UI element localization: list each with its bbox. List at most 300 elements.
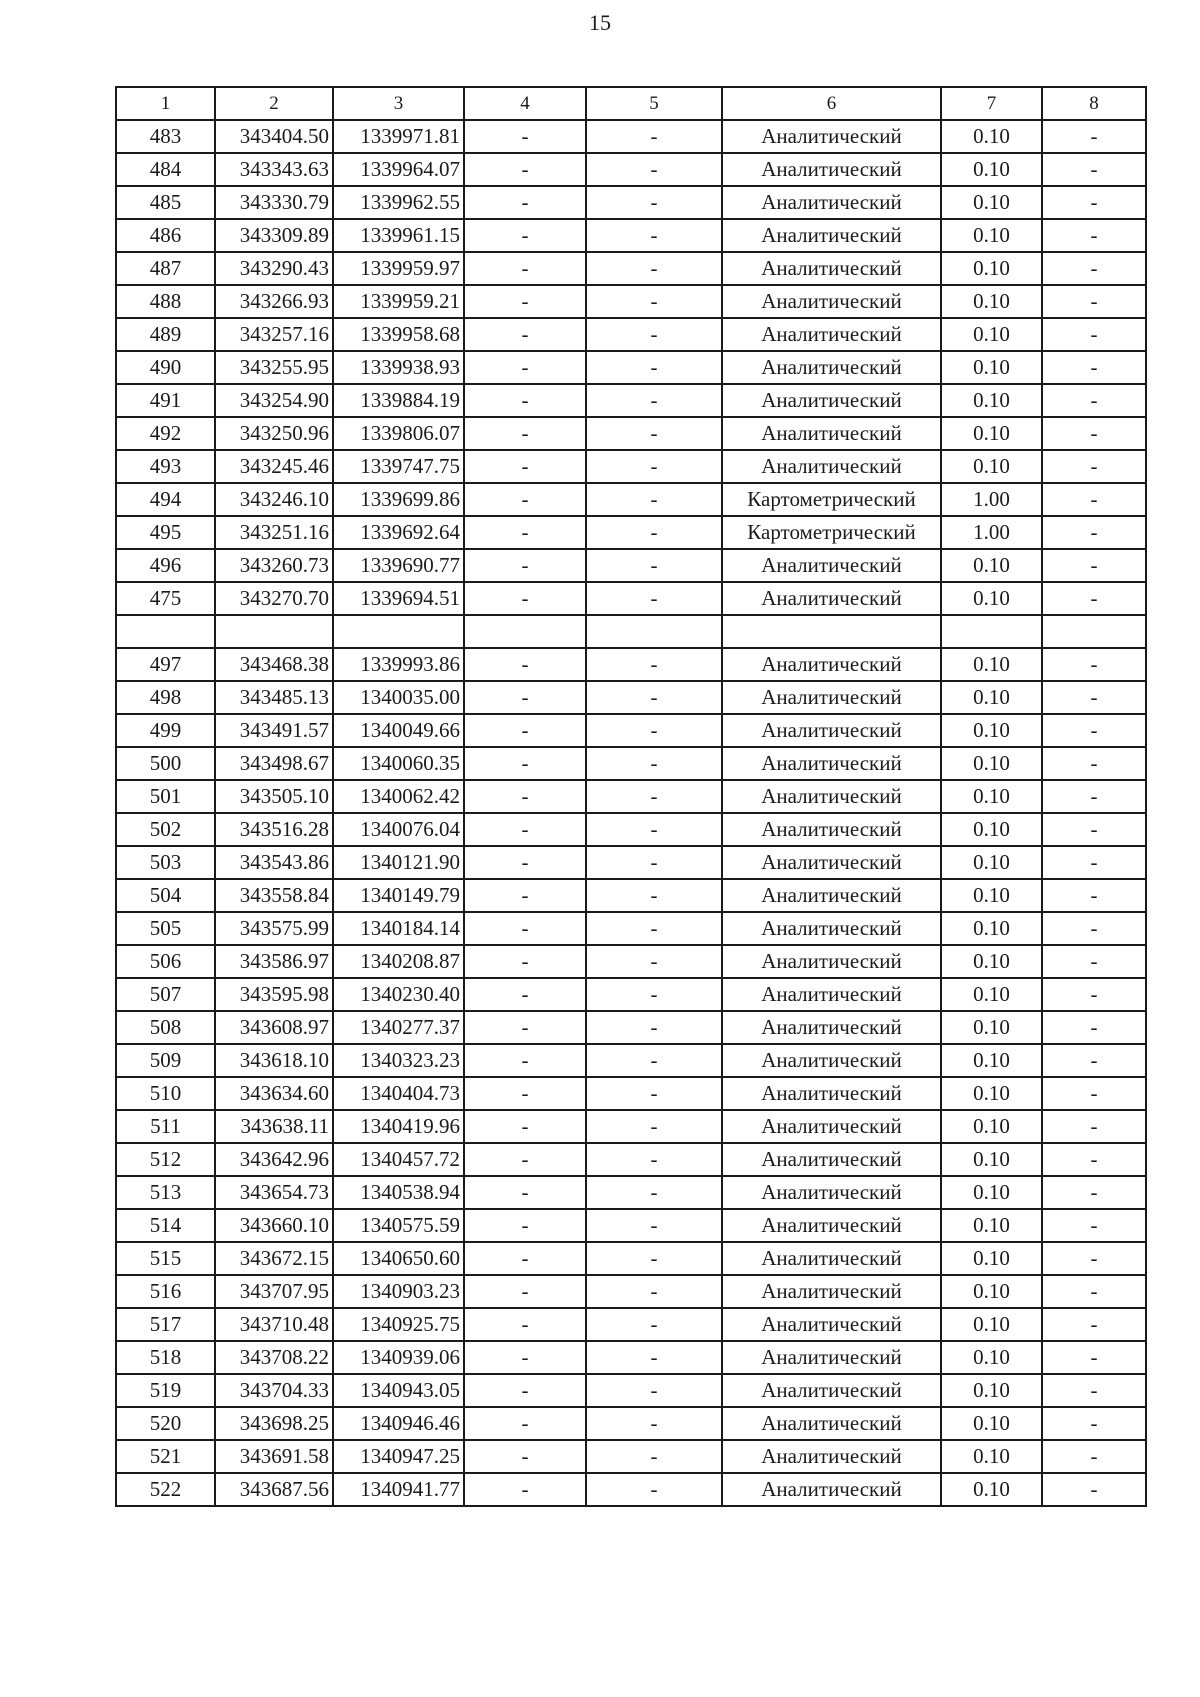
column-header: 2 <box>215 87 333 120</box>
table-cell: - <box>464 351 586 384</box>
table-cell: - <box>1042 417 1146 450</box>
table-row <box>116 285 1146 318</box>
table-cell: 343254.90 <box>215 384 333 417</box>
table-cell: - <box>464 648 586 681</box>
table-cell: - <box>1042 1407 1146 1440</box>
table-cell: 0.10 <box>941 1176 1042 1209</box>
table-cell: - <box>1042 1473 1146 1506</box>
table-cell: 490 <box>116 351 215 384</box>
table-cell <box>586 615 722 648</box>
table-cell: - <box>464 450 586 483</box>
table-cell: - <box>464 153 586 186</box>
table-cell: 0.10 <box>941 813 1042 846</box>
table-cell: 1340941.77 <box>333 1473 464 1506</box>
table-cell: - <box>586 1440 722 1473</box>
table-cell: 1340404.73 <box>333 1077 464 1110</box>
table-row <box>116 1209 1146 1242</box>
table-cell: - <box>1042 549 1146 582</box>
table-row <box>116 1440 1146 1473</box>
coordinates-table <box>115 86 1147 1507</box>
table-cell: 499 <box>116 714 215 747</box>
table-row <box>116 1044 1146 1077</box>
table-cell: Аналитический <box>722 648 941 681</box>
table-cell: - <box>1042 813 1146 846</box>
table-cell: 507 <box>116 978 215 1011</box>
table-cell: Аналитический <box>722 1374 941 1407</box>
table-cell: - <box>1042 186 1146 219</box>
table-cell: - <box>586 351 722 384</box>
table-cell: 343708.22 <box>215 1341 333 1374</box>
table-cell: 0.10 <box>941 978 1042 1011</box>
table-cell: 343710.48 <box>215 1308 333 1341</box>
table-cell: - <box>1042 351 1146 384</box>
table-cell: 343558.84 <box>215 879 333 912</box>
column-header: 5 <box>586 87 722 120</box>
table-cell: Аналитический <box>722 219 941 252</box>
table-row <box>116 1242 1146 1275</box>
table-cell: Картометрический <box>722 483 941 516</box>
table-cell: - <box>586 285 722 318</box>
table-cell: 343638.11 <box>215 1110 333 1143</box>
table-header-row <box>116 87 1146 120</box>
table-cell: 343608.97 <box>215 1011 333 1044</box>
table-cell: - <box>586 120 722 153</box>
table-cell: 0.10 <box>941 1143 1042 1176</box>
column-header: 8 <box>1042 87 1146 120</box>
table-row <box>116 714 1146 747</box>
table-cell: - <box>586 450 722 483</box>
table-cell: 343660.10 <box>215 1209 333 1242</box>
table-cell: Аналитический <box>722 1440 941 1473</box>
table-cell: - <box>464 1011 586 1044</box>
table-cell: 343245.46 <box>215 450 333 483</box>
table-cell: 0.10 <box>941 1407 1042 1440</box>
table-cell: - <box>586 648 722 681</box>
table-cell: Аналитический <box>722 1407 941 1440</box>
table-cell: 0.10 <box>941 582 1042 615</box>
table-cell: - <box>1042 879 1146 912</box>
table-cell: 0.10 <box>941 1011 1042 1044</box>
table-cell: 343491.57 <box>215 714 333 747</box>
table-row <box>116 978 1146 1011</box>
table-cell: 514 <box>116 1209 215 1242</box>
table-row <box>116 813 1146 846</box>
table-cell <box>941 615 1042 648</box>
table-cell: Аналитический <box>722 1176 941 1209</box>
table-cell: 0.10 <box>941 1374 1042 1407</box>
table-cell: - <box>464 879 586 912</box>
table-cell: - <box>1042 747 1146 780</box>
table-cell <box>1042 615 1146 648</box>
table-cell: - <box>1042 1176 1146 1209</box>
table-cell: 498 <box>116 681 215 714</box>
table-cell: 0.10 <box>941 1275 1042 1308</box>
table-cell: 0.10 <box>941 1308 1042 1341</box>
table-cell: - <box>1042 1143 1146 1176</box>
table-cell: - <box>1042 1011 1146 1044</box>
table-cell: 1339699.86 <box>333 483 464 516</box>
table-row <box>116 1407 1146 1440</box>
table-cell: 0.10 <box>941 747 1042 780</box>
table-row <box>116 1011 1146 1044</box>
table-cell: Аналитический <box>722 1242 941 1275</box>
table-cell: 1339959.97 <box>333 252 464 285</box>
table-cell: 487 <box>116 252 215 285</box>
table-cell: Аналитический <box>722 549 941 582</box>
table-cell: 0.10 <box>941 714 1042 747</box>
table-cell: - <box>464 780 586 813</box>
table-cell: - <box>464 681 586 714</box>
table-cell: - <box>586 384 722 417</box>
table-cell: 515 <box>116 1242 215 1275</box>
table-cell: - <box>1042 912 1146 945</box>
table-cell: 0.10 <box>941 846 1042 879</box>
table-cell: - <box>1042 1275 1146 1308</box>
table-cell: 489 <box>116 318 215 351</box>
table-cell: - <box>586 1209 722 1242</box>
table-cell: 0.10 <box>941 780 1042 813</box>
table-cell: 343330.79 <box>215 186 333 219</box>
table-row <box>116 1143 1146 1176</box>
table-row <box>116 549 1146 582</box>
table-cell: - <box>1042 780 1146 813</box>
table-cell: - <box>1042 483 1146 516</box>
table-cell: 343246.10 <box>215 483 333 516</box>
table-cell: 510 <box>116 1077 215 1110</box>
table-cell: 1340575.59 <box>333 1209 464 1242</box>
table-cell: - <box>586 780 722 813</box>
table-cell: 343642.96 <box>215 1143 333 1176</box>
table-cell: 1339964.07 <box>333 153 464 186</box>
column-header: 7 <box>941 87 1042 120</box>
table-cell: - <box>464 318 586 351</box>
table-cell: 0.10 <box>941 549 1042 582</box>
table-row <box>116 582 1146 615</box>
table-cell: 343691.58 <box>215 1440 333 1473</box>
table-cell: 1340062.42 <box>333 780 464 813</box>
table-cell: 517 <box>116 1308 215 1341</box>
table-cell: 506 <box>116 945 215 978</box>
table-cell: 496 <box>116 549 215 582</box>
table-cell: - <box>464 516 586 549</box>
table-row <box>116 450 1146 483</box>
table-cell: 343257.16 <box>215 318 333 351</box>
table-cell: - <box>464 1242 586 1275</box>
table-cell: 343654.73 <box>215 1176 333 1209</box>
table-cell: 343595.98 <box>215 978 333 1011</box>
table-cell: 1339958.68 <box>333 318 464 351</box>
table-cell: Аналитический <box>722 120 941 153</box>
table-row <box>116 846 1146 879</box>
page-number: 15 <box>589 10 611 35</box>
column-header: 4 <box>464 87 586 120</box>
table-cell: - <box>586 1077 722 1110</box>
table-cell: 343270.70 <box>215 582 333 615</box>
table-cell: 505 <box>116 912 215 945</box>
table-cell: - <box>464 120 586 153</box>
table-cell: - <box>586 1011 722 1044</box>
table-cell: 1340049.66 <box>333 714 464 747</box>
table-cell: - <box>464 1473 586 1506</box>
table-cell: 1340457.72 <box>333 1143 464 1176</box>
table-cell: 484 <box>116 153 215 186</box>
table-cell: - <box>464 384 586 417</box>
table-cell <box>464 615 586 648</box>
table-cell: - <box>464 1176 586 1209</box>
table-row <box>116 153 1146 186</box>
table-cell: Аналитический <box>722 714 941 747</box>
table-cell: 343498.67 <box>215 747 333 780</box>
table-cell: - <box>464 285 586 318</box>
table-cell: 483 <box>116 120 215 153</box>
table-cell: - <box>464 978 586 1011</box>
table-cell <box>116 615 215 648</box>
table-cell: 1340060.35 <box>333 747 464 780</box>
table-cell: Аналитический <box>722 1110 941 1143</box>
table-cell: - <box>464 912 586 945</box>
table-row <box>116 120 1146 153</box>
table-cell: 0.10 <box>941 1473 1042 1506</box>
table-cell: Аналитический <box>722 879 941 912</box>
table-cell: 1340650.60 <box>333 1242 464 1275</box>
table-cell: - <box>1042 1077 1146 1110</box>
table-cell: 511 <box>116 1110 215 1143</box>
table-cell: 488 <box>116 285 215 318</box>
table-cell: 343505.10 <box>215 780 333 813</box>
table-cell: 343704.33 <box>215 1374 333 1407</box>
table-cell: - <box>586 1407 722 1440</box>
table-cell: - <box>1042 714 1146 747</box>
table-cell: 500 <box>116 747 215 780</box>
table-cell: 1339747.75 <box>333 450 464 483</box>
table-cell: - <box>1042 582 1146 615</box>
table-cell: 1.00 <box>941 516 1042 549</box>
table-cell: - <box>464 813 586 846</box>
table-cell: 1340323.23 <box>333 1044 464 1077</box>
table-cell: - <box>1042 1374 1146 1407</box>
table-cell: - <box>464 1374 586 1407</box>
table-cell: - <box>464 1044 586 1077</box>
table-cell: 343404.50 <box>215 120 333 153</box>
table-cell: - <box>1042 120 1146 153</box>
table-cell: 0.10 <box>941 1242 1042 1275</box>
table-cell: 1339694.51 <box>333 582 464 615</box>
table-cell: - <box>586 516 722 549</box>
table-cell: 1339690.77 <box>333 549 464 582</box>
table-cell: Аналитический <box>722 1341 941 1374</box>
table-row <box>116 1374 1146 1407</box>
table-cell: 343618.10 <box>215 1044 333 1077</box>
table-body <box>116 87 1146 1506</box>
table-cell <box>215 615 333 648</box>
table-cell: 503 <box>116 846 215 879</box>
table-cell: - <box>586 483 722 516</box>
table-cell: Аналитический <box>722 1473 941 1506</box>
table-cell: 343586.97 <box>215 945 333 978</box>
table-row <box>116 1176 1146 1209</box>
table-cell: - <box>1042 450 1146 483</box>
table-cell: 343687.56 <box>215 1473 333 1506</box>
table-cell: - <box>586 219 722 252</box>
table-cell: Аналитический <box>722 1209 941 1242</box>
table-row <box>116 681 1146 714</box>
table-cell: Аналитический <box>722 846 941 879</box>
table-cell: - <box>1042 1242 1146 1275</box>
table-cell: 1340419.96 <box>333 1110 464 1143</box>
table-cell: 343698.25 <box>215 1407 333 1440</box>
table-cell: - <box>464 1407 586 1440</box>
table-row <box>116 351 1146 384</box>
table-cell: Аналитический <box>722 681 941 714</box>
table-cell: Аналитический <box>722 186 941 219</box>
table-cell: 1340277.37 <box>333 1011 464 1044</box>
table-cell: - <box>1042 1440 1146 1473</box>
table-cell: 1339961.15 <box>333 219 464 252</box>
table-cell: Аналитический <box>722 1011 941 1044</box>
table-cell: Аналитический <box>722 252 941 285</box>
table-cell: - <box>464 186 586 219</box>
table-cell: 343707.95 <box>215 1275 333 1308</box>
table-cell: 1340946.46 <box>333 1407 464 1440</box>
table-cell: - <box>586 252 722 285</box>
table-cell: - <box>1042 252 1146 285</box>
table-cell: - <box>1042 516 1146 549</box>
table-cell: - <box>586 417 722 450</box>
table-cell: 343290.43 <box>215 252 333 285</box>
table-cell: 504 <box>116 879 215 912</box>
table-cell: 475 <box>116 582 215 615</box>
table-cell: - <box>464 252 586 285</box>
table-cell: - <box>464 219 586 252</box>
table-cell: 1340230.40 <box>333 978 464 1011</box>
table-cell: 0.10 <box>941 1209 1042 1242</box>
table-cell: 0.10 <box>941 681 1042 714</box>
table-cell: 1340943.05 <box>333 1374 464 1407</box>
table-cell: - <box>464 714 586 747</box>
table-cell <box>722 615 941 648</box>
table-cell: - <box>586 1341 722 1374</box>
table-cell: - <box>586 1176 722 1209</box>
table-row <box>116 252 1146 285</box>
table-cell: - <box>586 1242 722 1275</box>
table-cell: - <box>1042 1209 1146 1242</box>
table-cell: Аналитический <box>722 318 941 351</box>
table-cell: 1339938.93 <box>333 351 464 384</box>
table-cell: 486 <box>116 219 215 252</box>
table-cell: Аналитический <box>722 450 941 483</box>
table-cell: - <box>1042 153 1146 186</box>
table-cell: 0.10 <box>941 1341 1042 1374</box>
table-cell: - <box>1042 1110 1146 1143</box>
table-cell: 343543.86 <box>215 846 333 879</box>
table-cell: 493 <box>116 450 215 483</box>
table-cell: 343468.38 <box>215 648 333 681</box>
table-cell: 1339971.81 <box>333 120 464 153</box>
table-row <box>116 1341 1146 1374</box>
table-cell: Аналитический <box>722 1143 941 1176</box>
table-row <box>116 1110 1146 1143</box>
table-row <box>116 1308 1146 1341</box>
table-cell: 0.10 <box>941 912 1042 945</box>
table-cell: 1339962.55 <box>333 186 464 219</box>
table-cell: - <box>586 186 722 219</box>
table-cell: - <box>586 1044 722 1077</box>
table-cell: - <box>586 747 722 780</box>
table-cell: - <box>1042 285 1146 318</box>
table-cell: - <box>586 582 722 615</box>
table-cell: 1340903.23 <box>333 1275 464 1308</box>
table-cell: 485 <box>116 186 215 219</box>
table-cell: 518 <box>116 1341 215 1374</box>
table-row <box>116 318 1146 351</box>
table-cell: - <box>464 747 586 780</box>
table-cell: Аналитический <box>722 417 941 450</box>
table-cell: - <box>1042 1044 1146 1077</box>
table-cell: 0.10 <box>941 120 1042 153</box>
table-cell: 0.10 <box>941 252 1042 285</box>
table-cell: 1.00 <box>941 483 1042 516</box>
table-cell: 0.10 <box>941 285 1042 318</box>
table-cell: 1340208.87 <box>333 945 464 978</box>
table-cell: 501 <box>116 780 215 813</box>
table-cell: Аналитический <box>722 1308 941 1341</box>
table-cell: 343485.13 <box>215 681 333 714</box>
table-cell: Аналитический <box>722 582 941 615</box>
table-cell: 343255.95 <box>215 351 333 384</box>
table-cell: 516 <box>116 1275 215 1308</box>
table-cell: - <box>464 846 586 879</box>
table-cell: 495 <box>116 516 215 549</box>
table-cell: Аналитический <box>722 1044 941 1077</box>
table-cell: - <box>586 714 722 747</box>
table-cell: - <box>464 483 586 516</box>
table-cell: 492 <box>116 417 215 450</box>
table-cell: 343309.89 <box>215 219 333 252</box>
table-cell: 1340947.25 <box>333 1440 464 1473</box>
table-cell: Аналитический <box>722 1275 941 1308</box>
table-cell: 1339806.07 <box>333 417 464 450</box>
table-row <box>116 912 1146 945</box>
table-row <box>116 648 1146 681</box>
table-cell: 343251.16 <box>215 516 333 549</box>
table-cell: - <box>464 1308 586 1341</box>
table-cell: 0.10 <box>941 417 1042 450</box>
table-cell: - <box>586 1374 722 1407</box>
table-cell: Аналитический <box>722 285 941 318</box>
table-cell: 519 <box>116 1374 215 1407</box>
table-cell: 343634.60 <box>215 1077 333 1110</box>
table-cell: Аналитический <box>722 945 941 978</box>
table-cell: Аналитический <box>722 153 941 186</box>
column-header: 6 <box>722 87 941 120</box>
table-cell: - <box>1042 648 1146 681</box>
table-cell: - <box>586 945 722 978</box>
table-cell: 1340149.79 <box>333 879 464 912</box>
table-cell: 0.10 <box>941 318 1042 351</box>
table-cell: Аналитический <box>722 747 941 780</box>
table-cell: 343343.63 <box>215 153 333 186</box>
table-cell: Аналитический <box>722 978 941 1011</box>
table-cell: 343266.93 <box>215 285 333 318</box>
table-cell: 521 <box>116 1440 215 1473</box>
table-row <box>116 219 1146 252</box>
table-cell: - <box>586 153 722 186</box>
table-cell: - <box>586 912 722 945</box>
table-row <box>116 1275 1146 1308</box>
table-cell: 1340925.75 <box>333 1308 464 1341</box>
table-cell: Аналитический <box>722 351 941 384</box>
table-cell: 522 <box>116 1473 215 1506</box>
